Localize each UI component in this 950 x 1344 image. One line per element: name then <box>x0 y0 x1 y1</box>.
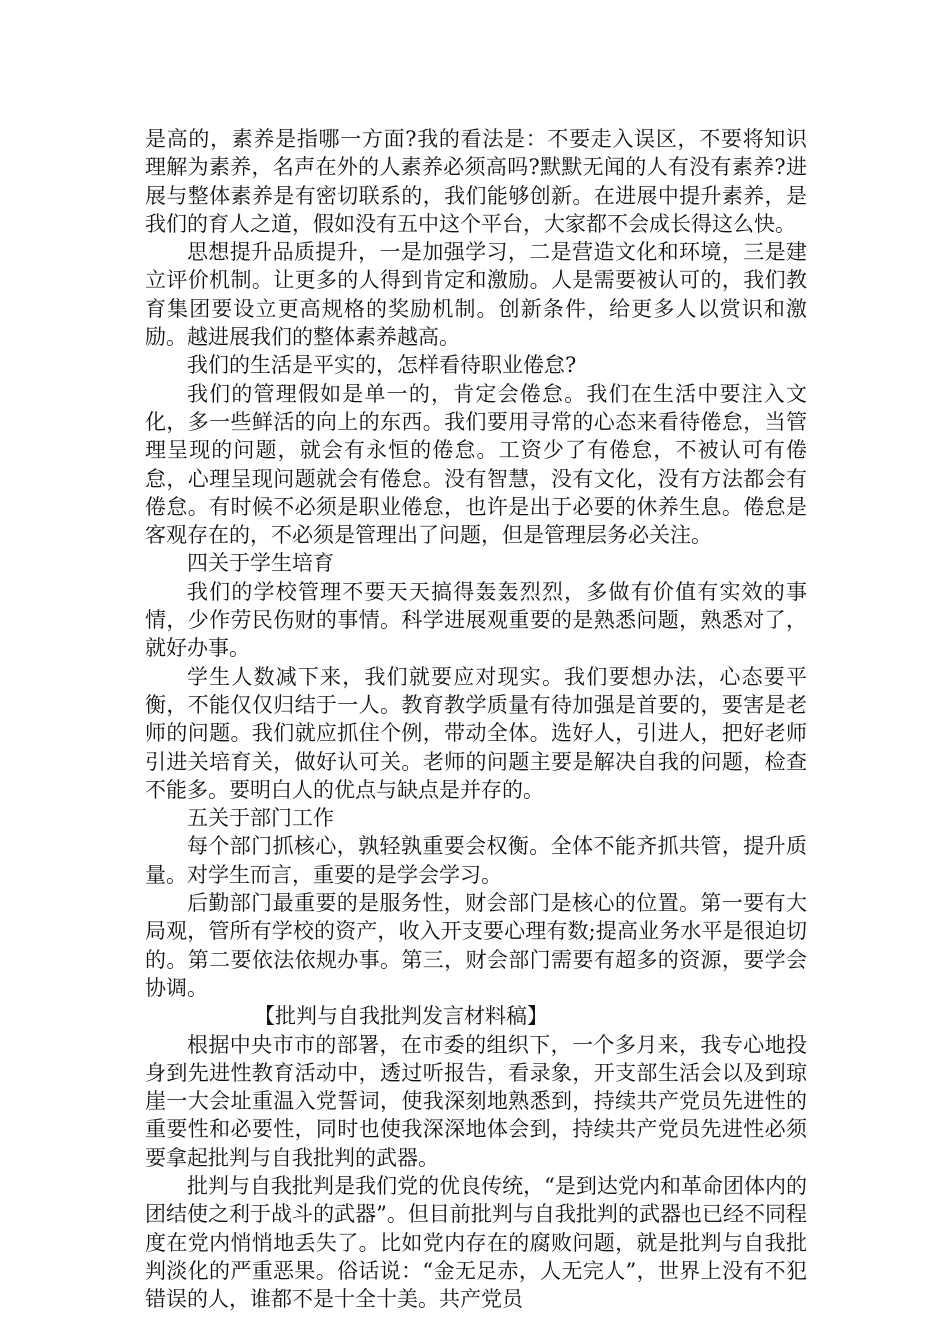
document-body <box>145 125 807 1313</box>
section-heading-students: 四关于学生培育 <box>187 551 334 576</box>
paragraph: 我们的学校管理不要天天搞得轰轰烈烈，多做有价值有实效的事情，少作劳民伤财的事情。科学进展观重要的是熟悉问题，熟悉对了，就好办事。 <box>145 579 807 661</box>
paragraph: 每个部门抓核心，孰轻孰重要会权衡。全体不能齐抓共管，提升质量。对学生而言，重要的是学会学习。 <box>145 834 807 887</box>
section-question: 我们的生活是平实的，怎样看待职业倦怠? <box>187 353 577 378</box>
paragraph-continuation: 是高的，素养是指哪一方面?我的看法是：不要走入误区，不要将知识理解为素养，名声在外的人素养必须高吗?默默无闻的人有没有素养?进展与整体素养是有密切联系的，我们能够创新。在进展中提升素养，是我们的育人之道，假如没有五中这个平台，大家都不会成长得这么快。 <box>145 127 807 236</box>
paragraph: 学生人数减下来，我们就要应对现实。我们要想办法，心态要平衡，不能仅仅归结于一人。教育教学质量有待加强是首要的，要害是老师的问题。我们就应抓住个例，带动全体。选好人，引进人，把好老师引进关培育关，做好认可关。老师的问题主要是解决自我的问题，检查不能多。要明白人的优点与缺点是并存的。 <box>145 664 807 802</box>
article-title: 【批判与自我批判发言材料稿】 <box>254 1004 548 1029</box>
paragraph: 后勤部门最重要的是服务性，财会部门是核心的位置。第一要有大局观，管所有学校的资产，收入开支要心理有数;提高业务水平是很迫切的。第二要依法依规办事。第三，财会部门需要有超多的资源，要学会协调。 <box>145 891 807 1000</box>
paragraph: 批判与自我批判是我们党的优良传统，“是到达党内和革命团体内的团结使之利于战斗的武器”。但目前批判与自我批判的武器也已经不同程度在党内悄悄地丢失了。比如党内存在的腐败问题，就是批判与自我批判淡化的严重恶果。俗话说：“金无足赤，人无完人”，世界上没有不犯错误的人，谁都不是十全十美。共产党员 <box>145 1173 807 1312</box>
section-heading-departments: 五关于部门工作 <box>187 806 334 831</box>
paragraph: 我们的管理假如是单一的，肯定会倦怠。我们在生活中要注入文化，多一些鲜活的向上的东西。我们要用寻常的心态来看待倦怠，当管理呈现的问题，就会有永恒的倦怠。工资少了有倦怠，不被认可有倦怠，心理呈现问题就会有倦怠。没有智慧，没有文化，没有方法都会有倦怠。有时候不必须是职业倦怠，也许是出于必要的休养生息。倦怠是客观存在的，不必须是管理出了问题，但是管理层务必关注。 <box>145 381 807 548</box>
paragraph: 思想提升品质提升，一是加强学习，二是营造文化和环境，三是建立评价机制。让更多的人得到肯定和激励。人是需要被认可的，我们教育集团要设立更高规格的奖励机制。创新条件，给更多人以赏识和激励。越进展我们的整体素养越高。 <box>145 240 807 350</box>
paragraph: 根据中央市市的部署，在市委的组织下，一个多月来，我专心地投身到先进性教育活动中，透过听报告，看录象，开支部生活会以及到琼崖一大会址重温入党誓词，使我深刻地熟悉到，持续共产党员先进性的重要性和必要性，同时也使我深深地体会到，持续共产党员先进性必须要拿起批判与自我批判的武器。 <box>145 1032 807 1170</box>
